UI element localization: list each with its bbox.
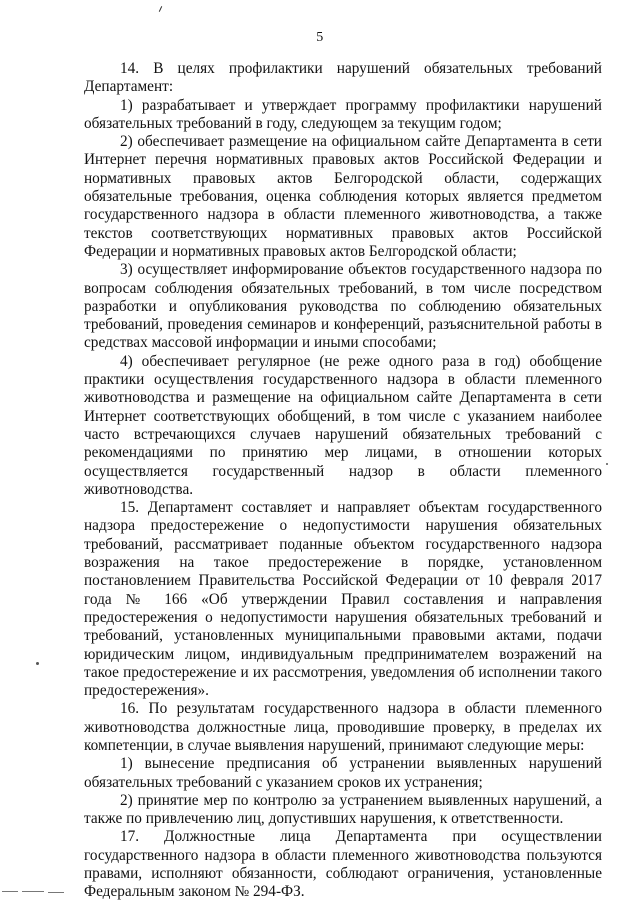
scan-mark-top [159, 6, 162, 12]
paragraph-14-item-2: 2) обеспечивает размещение на официальном сайте Департамента в сети Интернет перечня нормативных правовых актов Российской Федерации и нормативных правовых актов Белгородской области, содержащих обязательные требования, оценка соблюдения которых является предметом государственного надзора в области племенного животноводства, а также текстов соответствующих нормативных правовых актов Российской Федерации и нормативных правовых актов Белгородской области; [84, 133, 602, 260]
paragraph-16-item-1: 1) вынесение предписания об устранении выявленных нарушений обязательных требований с указанием сроков их устранения; [84, 755, 602, 791]
paragraph-15: 15. Департамент составляет и направляет объектам государственного надзора предостережение о недопустимости нарушения обязательных требований, рассматривает поданные объектом государственного надзора возражения на такое предостережение в порядке, установленном постановлением Правительства Российской Федерации от 10 февраля 2017 года № 166 «Об утверждении Правил составления и направления предостережения о недопустимости нарушения обязательных требований и требований, установленных муниципальными правовыми актами, подачи юридическим лицом, индивидуальным предпринимателем возражений на такое предостережение и их рассмотрения, уведомления об исполнении такого предостережения». [84, 499, 602, 700]
paragraph-14: 14. В целях профилактики нарушений обязательных требований Департамент: [84, 60, 602, 96]
paragraph-14-item-4: 4) обеспечивает регулярное (не реже одного раза в год) обобщение практики осуществления государственного надзора в области племенного животноводства и размещение на официальном сайте Департамента в сети Интернет соответствующих обобщений, в том числе с указанием наиболее часто встречающихся случаев нарушений обязательных требований с рекомендациями по принятию мер лицами, в отношении которых осуществляется государственный надзор в области племенного животноводства. [84, 352, 602, 498]
paragraph-14-item-3: 3) осуществляет информирование объектов государственного надзора по вопросам соблюдения обязательных требований, в том числе посредством разработки и опубликования руководства по соблюдению обязательных требований, проведения семинаров и конференций, разъяснительной работы в средствах массовой информации и иными способами; [84, 261, 602, 352]
page-number: 5 [316, 30, 324, 45]
paragraph-14-item-1: 1) разрабатывает и утверждает программу профилактики нарушений обязательных требований в году, следующем за текущим годом; [84, 96, 602, 132]
paragraph-16: 16. По результатам государственного надзора в области племенного животноводства должностные лица, проводившие проверку, в пределах их компетенции, в случае выявления нарушений, принимают следующие меры: [84, 700, 602, 754]
scan-edge-dashes [0, 889, 70, 899]
document-body [84, 60, 602, 902]
scan-dot-right [606, 463, 608, 465]
paragraph-16-item-2: 2) принятие мер по контролю за устранением выявленных нарушений, а также по привлечению лиц, допустивших нарушения, к ответственности. [84, 791, 602, 828]
paragraph-17: 17. Должностные лица Департамента при осуществлении государственного надзора в области племенного животноводства пользуются правами, исполняют обязанности, соблюдают ограничения, установленные Федеральным законом № 294-ФЗ. [84, 828, 602, 901]
scan-dot-left [36, 662, 39, 665]
